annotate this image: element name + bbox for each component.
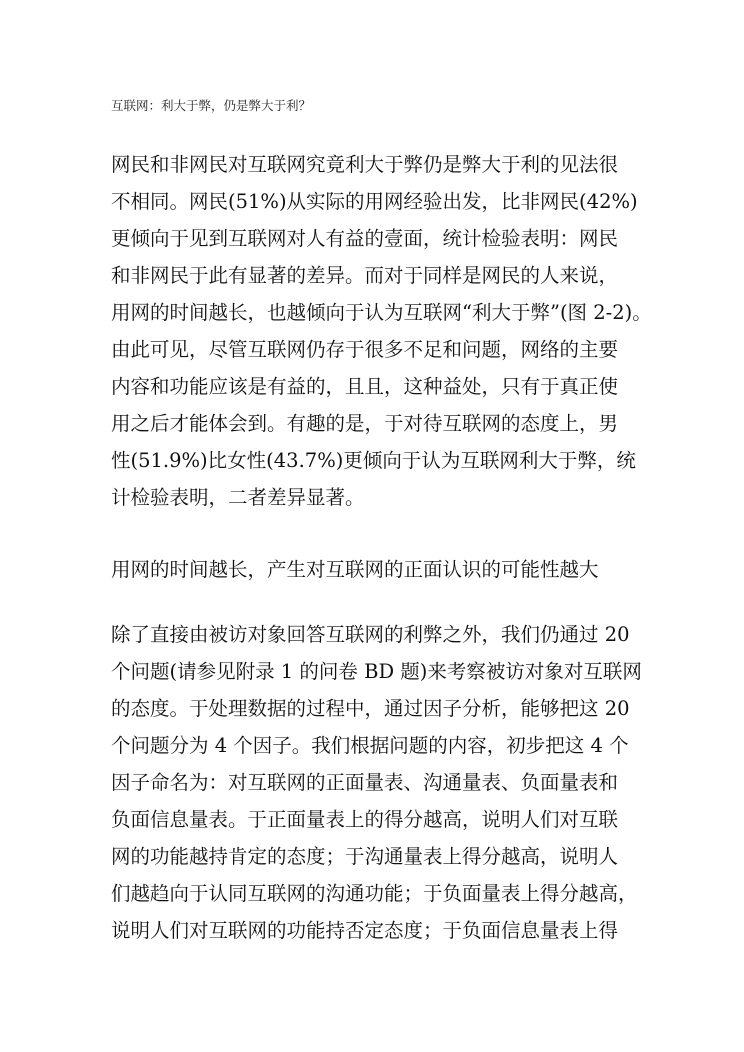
text-line: 网民和非网民对互联网究竟利大于弊仍是弊大于利的见法很 (111, 153, 619, 176)
text-line: 除了直接由被访对象回答互联网的利弊之外，我们仍通过 20 (111, 623, 630, 646)
text-line: 网的功能越持肯定的态度；于沟通量表上得分越高，说明人 (111, 845, 619, 868)
text-line: 个问题(请参见附录 1 的问卷 BD 题)来考察被访对象对互联网 (111, 660, 642, 683)
paragraph-2 (111, 616, 651, 949)
text-line: 的态度。于处理数据的过程中，通过因子分析，能够把这 20 (111, 697, 630, 720)
text-line: 和非网民于此有显著的差异。而对于同样是网民的人来说， (111, 264, 619, 287)
text-line: 用之后才能体会到。有趣的是，于对待互联网的态度上，男 (111, 412, 619, 435)
text-line: 负面信息量表。于正面量表上的得分越高，说明人们对互联 (111, 808, 619, 831)
paragraph-1 (111, 146, 651, 516)
text-line: 不相同。网民(51%)从实际的用网经验出发，比非网民(42%) (111, 190, 638, 213)
text-line: 计检验表明，二者差异显著。 (111, 486, 365, 509)
text-line: 个问题分为 4 个因子。我们根据问题的内容，初步把这 4 个 (111, 734, 629, 757)
text-line: 性(51.9%)比女性(43.7%)更倾向于认为互联网利大于弊，统 (111, 449, 636, 472)
section-heading (111, 551, 651, 588)
text-line: 由此可见，尽管互联网仍存于很多不足和问题，网络的主要 (111, 338, 619, 361)
section-heading-text: 用网的时间越长，产生对互联网的正面认识的可能性越大 (111, 558, 599, 581)
text-line: 们越趋向于认同互联网的沟通功能；于负面量表上得分越高， (111, 882, 638, 905)
text-line: 说明人们对互联网的功能持否定态度；于负面信息量表上得 (111, 919, 619, 942)
text-line: 用网的时间越长，也越倾向于认为互联网“利大于弊”(图 2-2)。 (111, 301, 652, 324)
text-line: 更倾向于见到互联网对人有益的壹面，统计检验表明：网民 (111, 227, 619, 250)
text-line: 因子命名为：对互联网的正面量表、沟通量表、负面量表和 (111, 771, 619, 794)
text-line: 内容和功能应该是有益的，且且，这种益处，只有于真正使 (111, 375, 619, 398)
page-header: 互联网：利大于弊，仍是弊大于利？ (111, 98, 312, 113)
